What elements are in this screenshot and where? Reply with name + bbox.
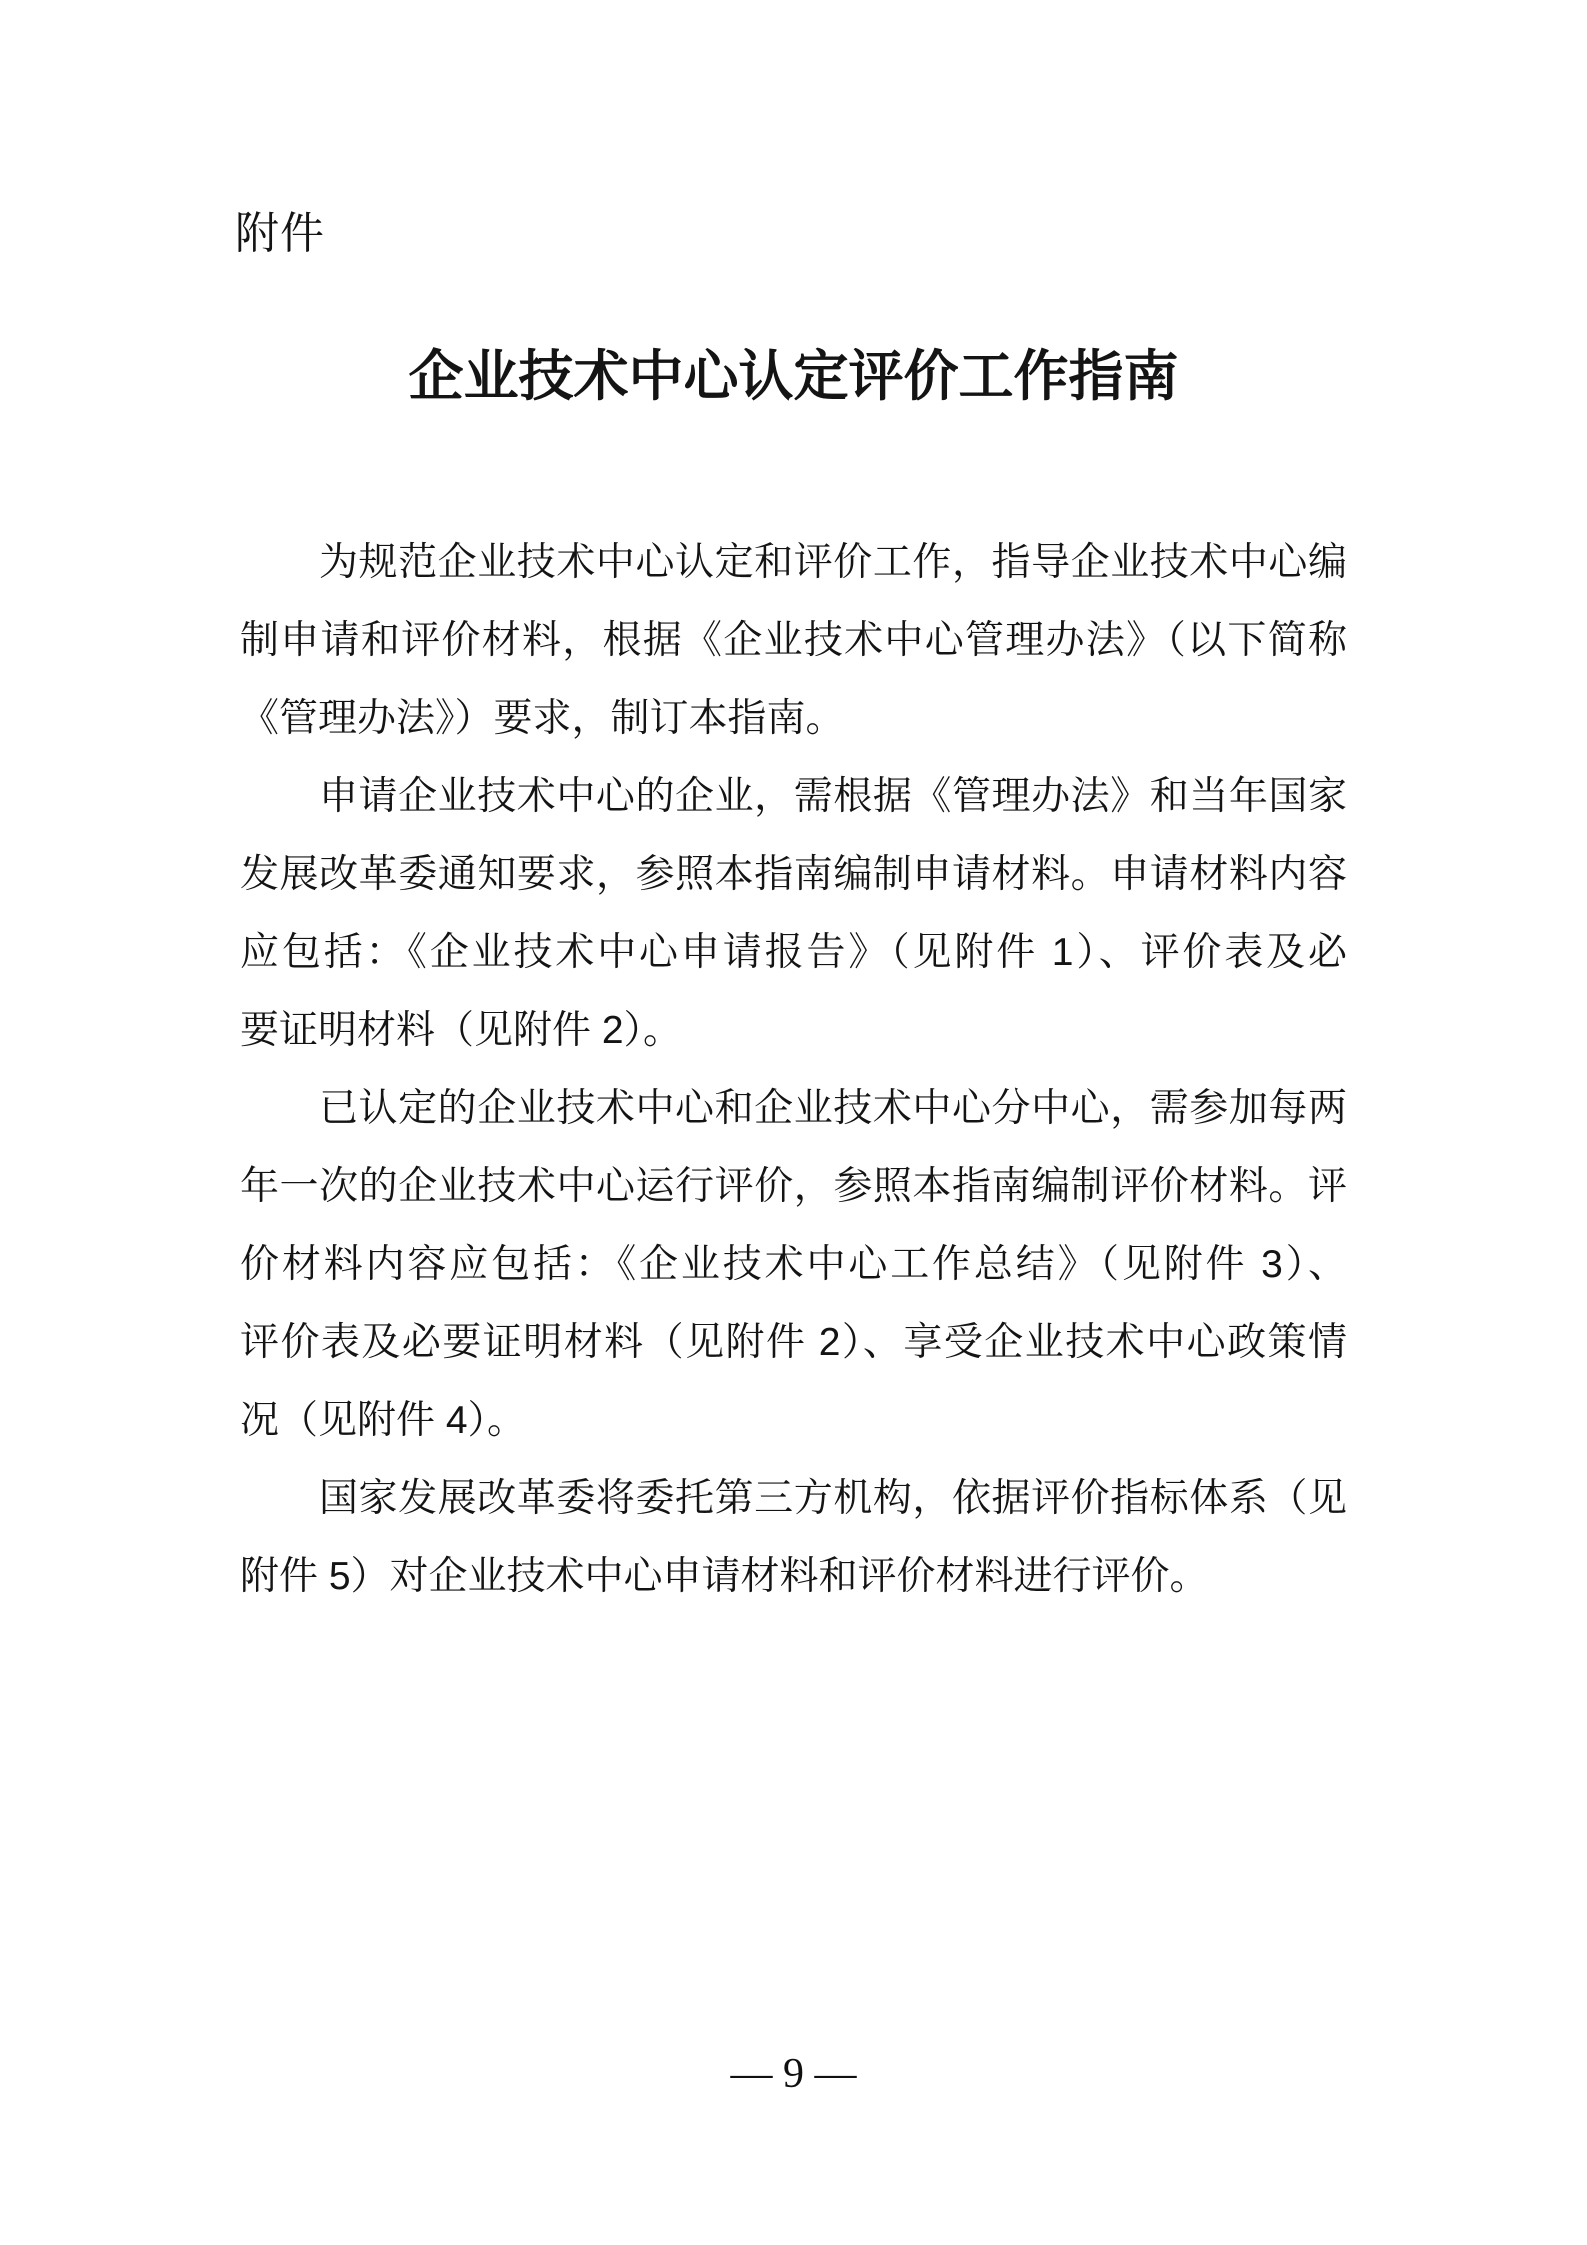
page-title: 企业技术中心认定评价工作指南 <box>408 345 1179 407</box>
text-line: 价材料内容应包括：《企业技术中心工作总结》（见附件 3）、 <box>240 1243 1347 1286</box>
text-line: 年一次的企业技术中心运行评价，参照本指南编制评价材料。评 <box>240 1165 1347 1208</box>
text-line: 发展改革委通知要求，参照本指南编制申请材料。申请材料内容 <box>240 853 1347 896</box>
text-line: 况（见附件 4）。 <box>240 1399 527 1442</box>
text-line: 申请企业技术中心的企业，需根据《管理办法》和当年国家 <box>319 775 1347 818</box>
text-line: 制申请和评价材料，根据《企业技术中心管理办法》（以下简称 <box>240 619 1347 662</box>
text-line: 《管理办法》）要求，制订本指南。 <box>240 697 845 740</box>
page-number: — 9 — <box>730 2051 857 2097</box>
text-line: 附件 5）对企业技术中心申请材料和评价材料进行评价。 <box>240 1555 1209 1598</box>
text-line: 应包括：《企业技术中心申请报告》（见附件 1）、评价表及必 <box>240 931 1347 974</box>
text-line: 国家发展改革委将委托第三方机构，依据评价指标体系（见 <box>319 1477 1347 1520</box>
text-line: 要证明材料（见附件 2）。 <box>240 1009 683 1052</box>
attachment-label: 附件 <box>235 209 325 258</box>
body-text <box>240 524 1347 1616</box>
text-line: 评价表及必要证明材料（见附件 2）、享受企业技术中心政策情 <box>240 1321 1347 1364</box>
text-line: 为规范企业技术中心认定和评价工作，指导企业技术中心编 <box>319 541 1347 584</box>
text-line: 已认定的企业技术中心和企业技术中心分中心，需参加每两 <box>319 1087 1347 1130</box>
